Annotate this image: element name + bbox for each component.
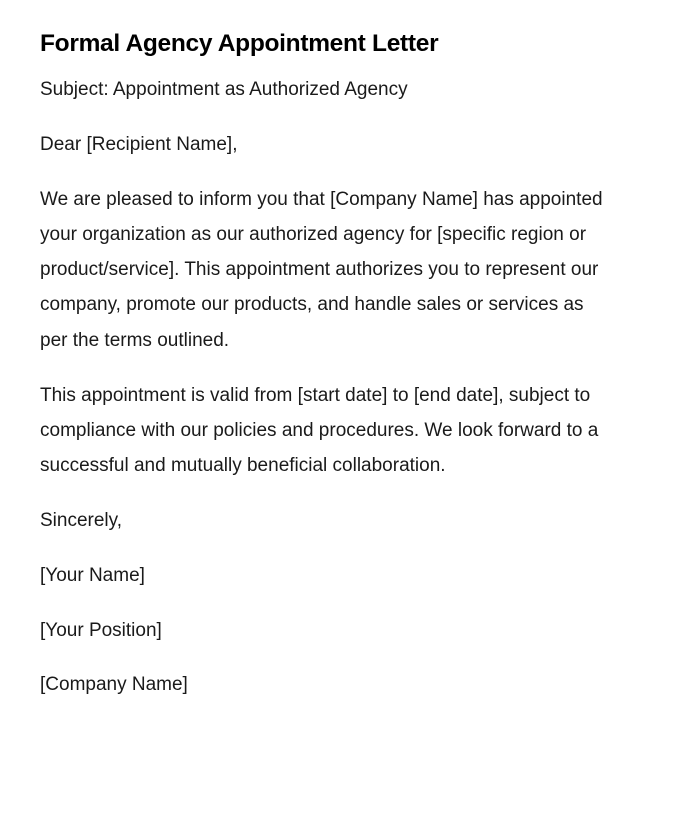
signature-name: [Your Name] (40, 564, 145, 586)
closing: Sincerely, (40, 509, 123, 531)
body-paragraph-2: This appointment is valid from [start date] to [end date], subject to compliance with our policies and procedures. We look forward to a successful and mutually beneficial collaboration. (40, 384, 599, 477)
letter-title: Formal Agency Appointment Letter (40, 30, 439, 57)
salutation: Dear [Recipient Name], (40, 133, 238, 155)
signature-company: [Company Name] (40, 674, 188, 696)
body-paragraph-1: We are pleased to inform you that [Company Name] has appointed your organization as our authorized agency for [specific region or product/service]. This appointment authorizes you to represent our company, promote our products, and handle sales or services as per the terms outlined. (40, 188, 603, 351)
letter-subject: Subject: Appointment as Authorized Agency (40, 79, 408, 100)
signature-position: [Your Position] (40, 619, 162, 641)
